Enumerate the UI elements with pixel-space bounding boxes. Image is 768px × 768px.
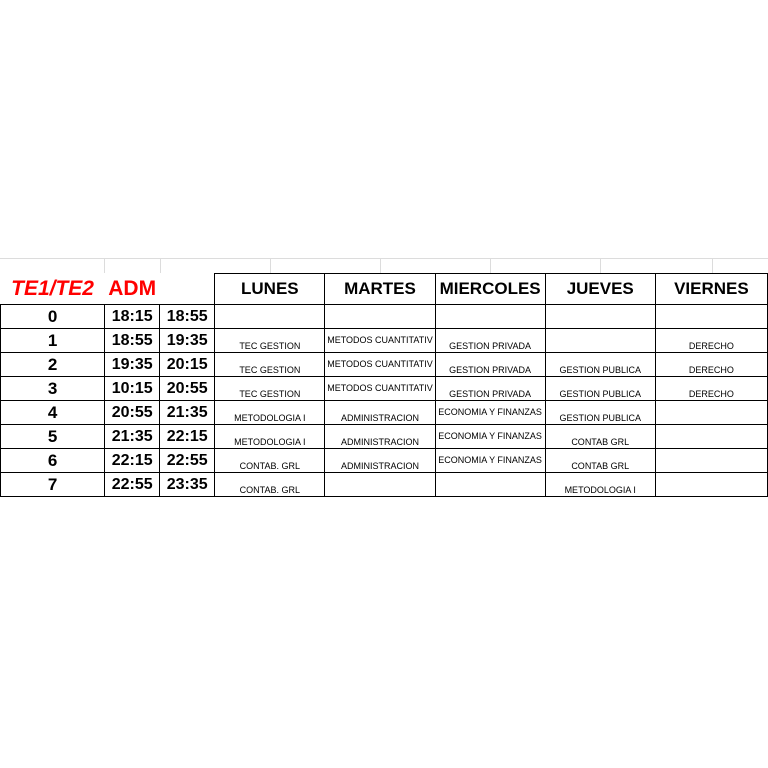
start-time: 20:55 bbox=[105, 401, 160, 425]
schedule-sheet bbox=[0, 258, 768, 497]
end-time: 18:55 bbox=[160, 305, 215, 329]
subject-cell-lunes: CONTAB. GRL bbox=[215, 449, 325, 473]
end-time: 22:55 bbox=[160, 449, 215, 473]
subject-cell-martes: METODOS CUANTITATIV bbox=[325, 353, 435, 377]
table-row bbox=[1, 353, 768, 377]
subject-cell-martes bbox=[325, 473, 435, 497]
subject-cell-viernes: DERECHO bbox=[655, 329, 767, 353]
subject-cell-viernes bbox=[655, 305, 767, 329]
subject-cell-jueves bbox=[545, 305, 655, 329]
start-time: 22:15 bbox=[105, 449, 160, 473]
subject-cell-jueves: GESTION PUBLICA bbox=[545, 401, 655, 425]
start-time: 10:15 bbox=[105, 377, 160, 401]
header-row bbox=[1, 274, 768, 305]
subject-cell-jueves bbox=[545, 329, 655, 353]
subject-cell-martes: METODOS CUANTITATIV bbox=[325, 377, 435, 401]
day-header-miercoles: MIERCOLES bbox=[435, 274, 545, 305]
subject-cell-viernes bbox=[655, 425, 767, 449]
schedule-body bbox=[1, 305, 768, 497]
subject-cell-miercoles bbox=[435, 473, 545, 497]
subject-cell-miercoles bbox=[435, 305, 545, 329]
subject-cell-martes: ADMINISTRACION bbox=[325, 425, 435, 449]
subject-cell-miercoles: ECONOMIA Y FINANZAS bbox=[435, 425, 545, 449]
subject-cell-lunes: TEC GESTION bbox=[215, 377, 325, 401]
subject-cell-viernes bbox=[655, 401, 767, 425]
subject-cell-jueves: CONTAB GRL bbox=[545, 425, 655, 449]
subject-cell-jueves: METODOLOGIA I bbox=[545, 473, 655, 497]
slot-number: 5 bbox=[1, 425, 105, 449]
end-time: 21:35 bbox=[160, 401, 215, 425]
table-row bbox=[1, 401, 768, 425]
subject-cell-jueves: CONTAB GRL bbox=[545, 449, 655, 473]
end-time: 23:35 bbox=[160, 473, 215, 497]
schedule-table bbox=[0, 258, 768, 497]
header-empty-cell bbox=[160, 274, 215, 305]
day-header-lunes: LUNES bbox=[215, 274, 325, 305]
end-time: 20:55 bbox=[160, 377, 215, 401]
start-time: 19:35 bbox=[105, 353, 160, 377]
start-time: 22:55 bbox=[105, 473, 160, 497]
subject-cell-viernes bbox=[655, 473, 767, 497]
slot-number: 0 bbox=[1, 305, 105, 329]
subject-cell-miercoles: GESTION PRIVADA bbox=[435, 377, 545, 401]
group-label: TE1/TE2 bbox=[1, 274, 105, 305]
slot-number: 7 bbox=[1, 473, 105, 497]
slot-number: 3 bbox=[1, 377, 105, 401]
career-label: ADM bbox=[105, 274, 160, 305]
table-row bbox=[1, 329, 768, 353]
table-row bbox=[1, 305, 768, 329]
subject-cell-lunes: CONTAB. GRL bbox=[215, 473, 325, 497]
table-row bbox=[1, 377, 768, 401]
slot-number: 2 bbox=[1, 353, 105, 377]
start-time: 18:15 bbox=[105, 305, 160, 329]
subject-cell-lunes: TEC GESTION bbox=[215, 353, 325, 377]
spacer-row bbox=[1, 258, 768, 274]
subject-cell-jueves: GESTION PUBLICA bbox=[545, 377, 655, 401]
subject-cell-viernes: DERECHO bbox=[655, 353, 767, 377]
subject-cell-miercoles: GESTION PRIVADA bbox=[435, 353, 545, 377]
subject-cell-viernes: DERECHO bbox=[655, 377, 767, 401]
subject-cell-miercoles: ECONOMIA Y FINANZAS bbox=[435, 401, 545, 425]
subject-cell-miercoles: GESTION PRIVADA bbox=[435, 329, 545, 353]
subject-cell-miercoles: ECONOMIA Y FINANZAS bbox=[435, 449, 545, 473]
end-time: 20:15 bbox=[160, 353, 215, 377]
start-time: 18:55 bbox=[105, 329, 160, 353]
day-header-martes: MARTES bbox=[325, 274, 435, 305]
subject-cell-jueves: GESTION PUBLICA bbox=[545, 353, 655, 377]
slot-number: 6 bbox=[1, 449, 105, 473]
subject-cell-lunes: METODOLOGIA I bbox=[215, 401, 325, 425]
day-header-jueves: JUEVES bbox=[545, 274, 655, 305]
subject-cell-viernes bbox=[655, 449, 767, 473]
day-header-viernes: VIERNES bbox=[655, 274, 767, 305]
slot-number: 1 bbox=[1, 329, 105, 353]
end-time: 22:15 bbox=[160, 425, 215, 449]
subject-cell-martes: ADMINISTRACION bbox=[325, 401, 435, 425]
table-row bbox=[1, 449, 768, 473]
subject-cell-lunes: TEC GESTION bbox=[215, 329, 325, 353]
slot-number: 4 bbox=[1, 401, 105, 425]
table-row bbox=[1, 473, 768, 497]
subject-cell-lunes: METODOLOGIA I bbox=[215, 425, 325, 449]
subject-cell-martes: METODOS CUANTITATIV bbox=[325, 329, 435, 353]
subject-cell-martes: ADMINISTRACION bbox=[325, 449, 435, 473]
subject-cell-martes bbox=[325, 305, 435, 329]
table-row bbox=[1, 425, 768, 449]
start-time: 21:35 bbox=[105, 425, 160, 449]
subject-cell-lunes bbox=[215, 305, 325, 329]
end-time: 19:35 bbox=[160, 329, 215, 353]
